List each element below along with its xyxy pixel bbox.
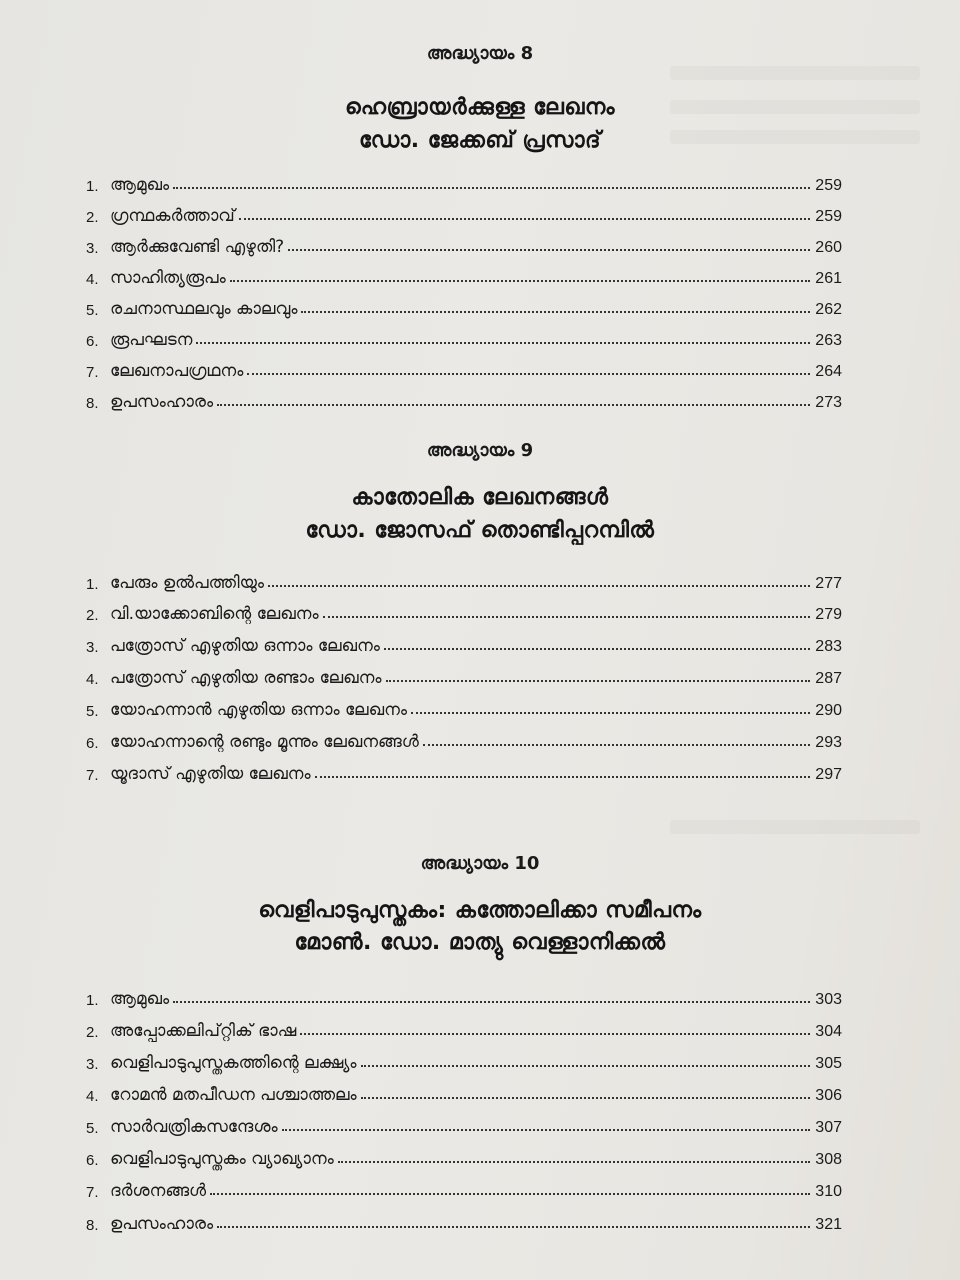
dot-leader <box>361 1097 810 1099</box>
entry-title: വി.യാക്കോബിന്റെ ലേഖനം <box>110 604 319 624</box>
bleed-through <box>670 66 920 80</box>
entry-number: 5. <box>86 1120 99 1137</box>
dot-leader <box>247 373 810 375</box>
entry-page: 273 <box>815 394 842 411</box>
toc-entry[interactable] <box>86 1011 842 1041</box>
toc-entry[interactable] <box>86 1107 842 1137</box>
toc-entry[interactable] <box>86 1139 842 1169</box>
entry-page: 259 <box>815 177 842 194</box>
entry-page: 277 <box>815 575 842 592</box>
dot-leader <box>323 616 810 618</box>
entry-title: അപ്പോക്കലിപ്റ്റിക് ഭാഷ <box>110 1021 297 1041</box>
entry-number: 3. <box>86 240 99 257</box>
toc-entry[interactable] <box>86 979 842 1009</box>
toc-entry[interactable] <box>86 563 842 593</box>
entry-page: 321 <box>815 1216 842 1233</box>
entry-page: 307 <box>815 1119 842 1136</box>
entry-number: 3. <box>86 1056 99 1073</box>
dot-leader <box>411 712 810 714</box>
entry-number: 2. <box>86 607 99 624</box>
chapter-author: ഡോ. ജേക്കബ് പ്രസാദ് <box>358 128 602 153</box>
entry-title: ആർക്കുവേണ്ടി എഴുതി? <box>110 237 285 257</box>
toc-entry[interactable] <box>86 351 842 381</box>
dot-leader <box>423 744 810 746</box>
entry-page: 279 <box>815 606 842 623</box>
entry-title: യോഹന്നാൻ എഴുതിയ ഒന്നാം ലേഖനം <box>110 700 407 720</box>
entry-title: ഉപസംഹാരം <box>110 392 214 412</box>
toc-entry[interactable] <box>86 196 842 226</box>
entry-title: യോഹന്നാന്റെ രണ്ടും മൂന്നും ലേഖനങ്ങൾ <box>110 732 419 752</box>
entry-page: 290 <box>815 702 842 719</box>
entry-title: ഉപസംഹാരം <box>110 1214 214 1234</box>
toc-entry[interactable] <box>86 594 842 624</box>
chapter-label: അദ്ധ്യായം 8 <box>426 43 534 64</box>
entry-number: 5. <box>86 703 99 720</box>
dot-leader <box>217 1226 810 1228</box>
chapter-title: വെളിപാടുപുസ്തകം: കത്തോലിക്കാ സമീപനം <box>258 898 702 923</box>
chapter-label: അദ്ധ്യായം 10 <box>420 853 540 874</box>
entry-number: 7. <box>86 767 99 784</box>
entry-number: 7. <box>86 1184 99 1201</box>
entry-number: 4. <box>86 1088 99 1105</box>
entry-number: 1. <box>86 576 99 593</box>
entry-number: 8. <box>86 1217 99 1234</box>
toc-entry[interactable] <box>86 382 842 412</box>
toc-entry[interactable] <box>86 227 842 257</box>
entry-number: 2. <box>86 209 99 226</box>
entry-number: 4. <box>86 671 99 688</box>
entry-title: പേരും ഉൽപത്തിയും <box>110 573 265 593</box>
entry-number: 6. <box>86 333 99 350</box>
chapter-author: മോൺ. ഡോ. മാത്യു വെള്ളാനിക്കൽ <box>294 930 666 955</box>
entry-page: 283 <box>815 638 842 655</box>
chapter-title: കാതോലിക ലേഖനങ്ങൾ <box>351 485 609 510</box>
entry-title: സാഹിത്യരൂപം <box>110 268 226 288</box>
entry-number: 6. <box>86 1152 99 1169</box>
toc-entry[interactable] <box>86 1043 842 1073</box>
entry-number: 2. <box>86 1024 99 1041</box>
entry-title: സാർവത്രികസന്ദേശം <box>110 1117 278 1137</box>
chapter-label: അദ്ധ്യായം 9 <box>426 440 534 461</box>
dot-leader <box>173 187 810 189</box>
dot-leader <box>361 1065 810 1067</box>
dot-leader <box>301 311 810 313</box>
entry-page: 305 <box>815 1055 842 1072</box>
toc-entry[interactable] <box>86 722 842 752</box>
entry-title: ദർശനങ്ങൾ <box>110 1181 207 1201</box>
dot-leader <box>210 1193 810 1195</box>
dot-leader <box>268 585 810 587</box>
entry-page: 308 <box>815 1151 842 1168</box>
entry-title: പത്രോസ് എഴുതിയ രണ്ടാം ലേഖനം <box>110 668 382 688</box>
entry-page: 293 <box>815 734 842 751</box>
entry-title: യൂദാസ് എഴുതിയ ലേഖനം <box>110 764 311 784</box>
entry-page: 306 <box>815 1087 842 1104</box>
entry-page: 261 <box>815 270 842 287</box>
entry-number: 8. <box>86 395 99 412</box>
entry-title: രചനാസ്ഥലവും കാലവും <box>110 299 298 319</box>
toc-entry[interactable] <box>86 1075 842 1105</box>
dot-leader <box>288 249 810 251</box>
entry-title: വെളിപാടുപുസ്തകത്തിന്റെ ലക്ഷ്യം <box>110 1053 357 1073</box>
entry-title: റോമൻ മതപീഡന പശ്ചാത്തലം <box>110 1085 357 1105</box>
chapter-author: ഡോ. ജോസഫ് തൊണ്ടിപ്പറമ്പിൽ <box>305 518 655 543</box>
entry-number: 1. <box>86 992 99 1009</box>
toc-entry[interactable] <box>86 258 842 288</box>
dot-leader <box>386 680 810 682</box>
toc-entry[interactable] <box>86 289 842 319</box>
entry-page: 264 <box>815 363 842 380</box>
entry-page: 287 <box>815 670 842 687</box>
toc-entry[interactable] <box>86 165 842 195</box>
dot-leader <box>239 218 810 220</box>
entry-page: 259 <box>815 208 842 225</box>
entry-number: 3. <box>86 639 99 656</box>
dot-leader <box>282 1129 810 1131</box>
dot-leader <box>384 648 810 650</box>
entry-number: 4. <box>86 271 99 288</box>
entry-title: രൂപഘടന <box>110 330 193 350</box>
entry-title: വെളിപാടുപുസ്തകം വ്യാഖ്യാനം <box>110 1149 334 1169</box>
entry-page: 304 <box>815 1023 842 1040</box>
entry-title: പത്രോസ് എഴുതിയ ഒന്നാം ലേഖനം <box>110 636 380 656</box>
entry-page: 260 <box>815 239 842 256</box>
entry-page: 297 <box>815 766 842 783</box>
toc-entry[interactable] <box>86 1204 842 1234</box>
dot-leader <box>230 280 810 282</box>
toc-entry[interactable] <box>86 754 842 784</box>
dot-leader <box>338 1161 810 1163</box>
dot-leader <box>196 342 810 344</box>
entry-page: 263 <box>815 332 842 349</box>
toc-entry[interactable] <box>86 658 842 688</box>
toc-entry[interactable] <box>86 320 842 350</box>
entry-number: 6. <box>86 735 99 752</box>
entry-title: ലേഖനാപഗ്രഥനം <box>110 361 244 381</box>
dot-leader <box>173 1001 810 1003</box>
entry-title: ഗ്രന്ഥകർത്താവ് <box>110 206 235 226</box>
toc-entry[interactable] <box>86 626 842 656</box>
entry-title: ആമുഖം <box>110 175 170 195</box>
toc-entry[interactable] <box>86 690 842 720</box>
toc-entry[interactable] <box>86 1171 842 1201</box>
entry-page: 310 <box>815 1183 842 1200</box>
entry-number: 5. <box>86 302 99 319</box>
chapter-title: ഹെബ്രായർക്കുള്ള ലേഖനം <box>345 95 615 120</box>
entry-number: 1. <box>86 178 99 195</box>
entry-number: 7. <box>86 364 99 381</box>
entry-page: 303 <box>815 991 842 1008</box>
dot-leader <box>315 776 810 778</box>
dot-leader <box>300 1033 810 1035</box>
entry-page: 262 <box>815 301 842 318</box>
dot-leader <box>217 404 810 406</box>
entry-title: ആമുഖം <box>110 989 170 1009</box>
bleed-through <box>670 820 920 834</box>
